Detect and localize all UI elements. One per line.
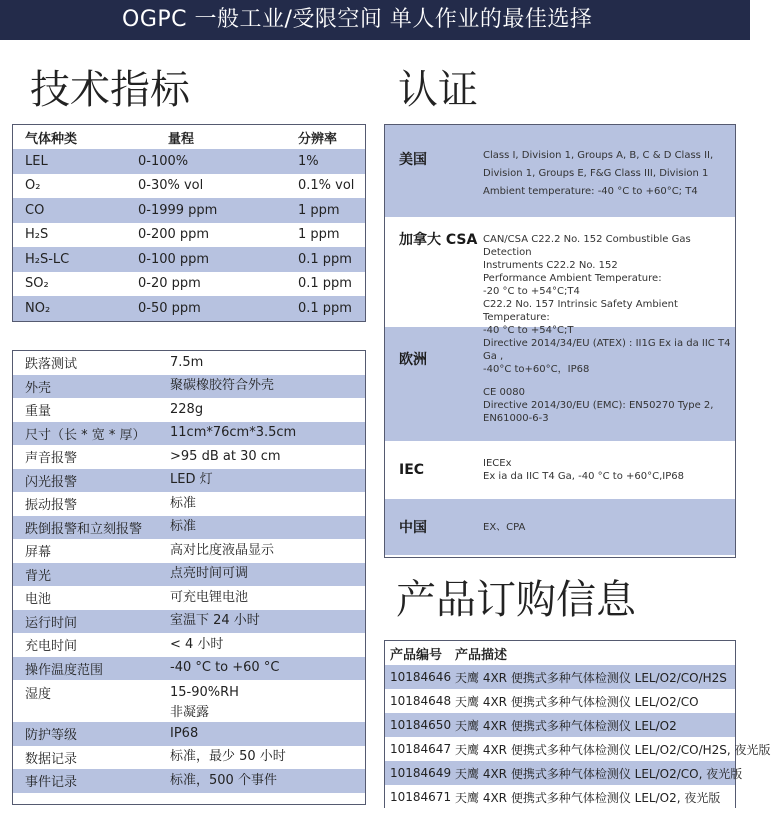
param-label-cell: 闪光报警 [25, 474, 78, 490]
param-value-line: LED 灯 [170, 472, 213, 488]
param-table-row [13, 680, 365, 722]
order-heading: 产品订购信息 [396, 577, 636, 623]
order-desc-cell: 天鹰 4XR 便携式多种气体检测仪 LEL/O2 [455, 718, 677, 733]
gas-spec-table [12, 124, 366, 322]
cert-region-label: 加拿大 CSA [399, 232, 478, 248]
order-desc-cell: 天鹰 4XR 便携式多种气体检测仪 LEL/O2/CO, 夜光版 [455, 766, 743, 781]
cert-description [483, 327, 735, 425]
param-table-row [13, 746, 365, 770]
top-banner: OGPC 一般工业/受限空间 单人作业的最佳选择 [0, 0, 750, 40]
cert-row [385, 217, 735, 336]
param-label-cell: 跌落测试 [25, 357, 78, 373]
gas-table-row [13, 149, 365, 174]
param-value-line: 标准 [170, 495, 197, 511]
param-value-line: 标准，最少 50 小时 [170, 749, 286, 765]
param-table-row [13, 492, 365, 516]
cert-region-label: 欧洲 [399, 352, 427, 368]
param-value-cell [170, 635, 365, 655]
param-value-cell [170, 517, 365, 537]
param-label-cell: 跌倒报警和立刻报警 [25, 521, 143, 537]
param-label-cell: 事件记录 [25, 775, 78, 791]
order-table-header [385, 641, 735, 665]
param-value-cell [170, 494, 365, 514]
gas-range-cell: 0-30% vol [138, 178, 204, 194]
param-value-cell [170, 588, 365, 608]
param-label-cell: 屏幕 [25, 545, 52, 561]
order-desc-cell: 天鹰 4XR 便携式多种气体检测仪 LEL/O2/CO [455, 694, 699, 709]
param-value-cell [170, 724, 365, 744]
param-value-cell [170, 683, 365, 723]
cert-row [385, 327, 735, 441]
param-value-cell [170, 400, 365, 420]
param-label-cell: 操作温度范围 [25, 662, 104, 678]
gas-type-cell: H₂S-LC [25, 251, 70, 267]
param-table-row [13, 516, 365, 540]
param-label-cell: 防护等级 [25, 728, 78, 744]
param-table-row [13, 769, 365, 793]
gas-range-cell: 0-50 ppm [138, 300, 201, 316]
param-value-line: 非凝露 [170, 705, 210, 720]
cert-line: Instruments C22.2 No. 152 [483, 260, 618, 271]
cert-heading: 认证 [398, 67, 478, 113]
param-value-cell [170, 353, 365, 373]
cert-line: CE 0080 [483, 387, 525, 398]
gas-resolution-cell: 1% [298, 153, 319, 169]
param-value-line: 高对比度液晶显示 [170, 542, 275, 558]
param-value-line: < 4 小时 [170, 636, 224, 652]
order-code-cell: 10184646 [390, 670, 452, 684]
cert-row [385, 125, 735, 217]
cert-row [385, 441, 735, 499]
order-table-row [385, 737, 771, 761]
gas-header-resolution: 分辨率 [298, 131, 338, 147]
spec-heading: 技术指标 [30, 67, 190, 113]
cert-line: Directive 2014/30/EU (EMC): EN50270 Type 2, [483, 400, 714, 411]
order-table-row [385, 785, 735, 809]
order-table-row [385, 713, 735, 737]
cert-description [483, 217, 735, 337]
order-code-cell: 10184648 [390, 694, 452, 708]
param-label-cell: 数据记录 [25, 751, 78, 767]
param-table-row [13, 539, 365, 563]
cert-region-label: IEC [399, 462, 425, 478]
gas-table-row [13, 174, 365, 199]
param-table-row [13, 610, 365, 634]
param-table-row [13, 563, 365, 587]
order-code-cell: 10184647 [390, 742, 452, 756]
order-table-row [385, 665, 735, 689]
param-value-line: 室温下 24 小时 [170, 613, 260, 629]
gas-table-row [13, 247, 365, 272]
param-value-cell [170, 541, 365, 561]
gas-range-cell: 0-1999 ppm [138, 202, 218, 218]
param-value-line: >95 dB at 30 cm [170, 448, 281, 464]
gas-table-row [13, 198, 365, 223]
gas-table-row [13, 296, 365, 321]
cert-line: -40°C to+60°C，IP68 [483, 364, 590, 375]
cert-line: Division 1, Groups E, F&G Class III, Division 1 [483, 168, 709, 179]
cert-description [483, 457, 735, 483]
gas-type-cell: LEL [25, 153, 48, 169]
param-value-line: 标准，500 个事件 [170, 772, 277, 788]
param-table-row [13, 633, 365, 657]
gas-header-range: 量程 [168, 131, 195, 147]
cert-line: EX、CPA [483, 521, 526, 533]
gas-table-row [13, 272, 365, 297]
param-value-cell [170, 470, 365, 490]
cert-line: C22.2 No. 157 Intrinsic Safety Ambient Temperature: [483, 299, 678, 323]
param-label-cell: 背光 [25, 568, 52, 584]
param-value-cell [170, 447, 365, 467]
gas-resolution-cell: 1 ppm [298, 202, 340, 218]
param-value-cell [170, 564, 365, 584]
gas-range-cell: 0-20 ppm [138, 276, 201, 292]
cert-line: -20 °C to +54°C;T4 [483, 286, 580, 297]
cert-line: Performance Ambient Temperature: [483, 273, 662, 284]
order-table-row [385, 689, 735, 713]
cert-line: Class I, Division 1, Groups A, B, C & D Class II, [483, 150, 714, 161]
order-header-code: 产品编号 [390, 647, 443, 663]
param-value-line: 11cm*76cm*3.5cm [170, 425, 297, 441]
param-label-cell: 运行时间 [25, 615, 78, 631]
param-table-row [13, 445, 365, 469]
cert-line: Directive 2014/34/EU (ATEX) : II1G Ex ia da IIC T4 Ga , [483, 338, 731, 362]
cert-region-label: 中国 [399, 520, 427, 536]
param-value-line: 228g [170, 401, 204, 417]
order-desc-cell: 天鹰 4XR 便携式多种气体检测仪 LEL/O2/CO/H2S [455, 670, 727, 685]
order-header-desc: 产品描述 [455, 647, 508, 663]
param-value-line: 聚碳橡胶符合外壳 [170, 378, 275, 394]
param-label-cell: 尺寸（长 * 宽 * 厚） [25, 427, 146, 443]
gas-type-cell: O₂ [25, 178, 41, 194]
gas-table-row [13, 223, 365, 248]
param-label-cell: 电池 [25, 592, 52, 608]
gas-type-cell: SO₂ [25, 276, 49, 292]
param-spec-table [12, 350, 366, 805]
cert-region-label: 美国 [399, 152, 427, 168]
param-label-cell: 湿度 [25, 687, 52, 702]
gas-type-cell: CO [25, 202, 45, 218]
param-label-cell: 外壳 [25, 380, 52, 396]
param-value-cell [170, 747, 365, 767]
cert-description [483, 125, 735, 201]
order-code-cell: 10184671 [390, 790, 452, 804]
gas-resolution-cell: 0.1 ppm [298, 276, 352, 292]
param-label-cell: 振动报警 [25, 498, 78, 514]
param-value-line: 15-90%RH [170, 685, 239, 700]
gas-range-cell: 0-100% [138, 153, 189, 169]
param-value-line: 点亮时间可调 [170, 566, 249, 582]
param-table-row [13, 586, 365, 610]
param-table-row [13, 469, 365, 493]
gas-range-cell: 0-100 ppm [138, 251, 210, 267]
param-value-cell [170, 771, 365, 791]
cert-line: IECEx [483, 458, 512, 469]
param-value-cell [170, 658, 365, 678]
gas-resolution-cell: 0.1 ppm [298, 300, 352, 316]
gas-type-cell: NO₂ [25, 300, 51, 316]
param-value-line: -40 °C to +60 °C [170, 660, 280, 676]
param-table-row [13, 422, 365, 446]
cert-line: CAN/CSA C22.2 No. 152 Combustible Gas Detection [483, 234, 691, 258]
order-code-cell: 10184650 [390, 718, 452, 732]
param-value-line: 7.5m [170, 354, 204, 370]
param-label-cell: 声音报警 [25, 451, 78, 467]
param-table-row [13, 351, 365, 375]
order-table-row [385, 761, 743, 785]
gas-resolution-cell: 1 ppm [298, 227, 340, 243]
gas-resolution-cell: 0.1% vol [298, 178, 355, 194]
certification-table [384, 124, 736, 558]
param-value-cell [170, 376, 365, 396]
gas-header-type: 气体种类 [25, 131, 78, 147]
cert-line: Ambient temperature: -40 °C to +60°C; T4 [483, 186, 698, 197]
order-code-cell: 10184649 [390, 766, 452, 780]
param-label-cell: 充电时间 [25, 639, 78, 655]
cert-line: Ex ia da IIC T4 Ga, -40 °C to +60°C,IP68 [483, 471, 684, 482]
gas-type-cell: H₂S [25, 227, 49, 243]
param-value-cell [170, 423, 365, 443]
cert-row [385, 499, 735, 555]
param-table-row [13, 398, 365, 422]
gas-table-header [13, 125, 365, 149]
order-info-table [384, 640, 771, 808]
param-value-line: 可充电锂电池 [170, 589, 249, 605]
param-value-cell [170, 611, 365, 631]
cert-line: -40 °C to +54°C;T [483, 325, 574, 336]
gas-resolution-cell: 0.1 ppm [298, 251, 352, 267]
order-desc-cell: 天鹰 4XR 便携式多种气体检测仪 LEL/O2, 夜光版 [455, 790, 721, 805]
order-desc-cell: 天鹰 4XR 便携式多种气体检测仪 LEL/O2/CO/H2S, 夜光版 [455, 742, 771, 757]
param-table-row [13, 375, 365, 399]
param-value-line: 标准 [170, 519, 197, 535]
cert-line: EN61000-6-3 [483, 413, 549, 424]
param-label-cell: 重量 [25, 404, 52, 420]
gas-range-cell: 0-200 ppm [138, 227, 210, 243]
param-value-line: IP68 [170, 725, 199, 741]
param-table-row [13, 722, 365, 746]
cert-description [483, 521, 735, 534]
param-table-row [13, 657, 365, 681]
